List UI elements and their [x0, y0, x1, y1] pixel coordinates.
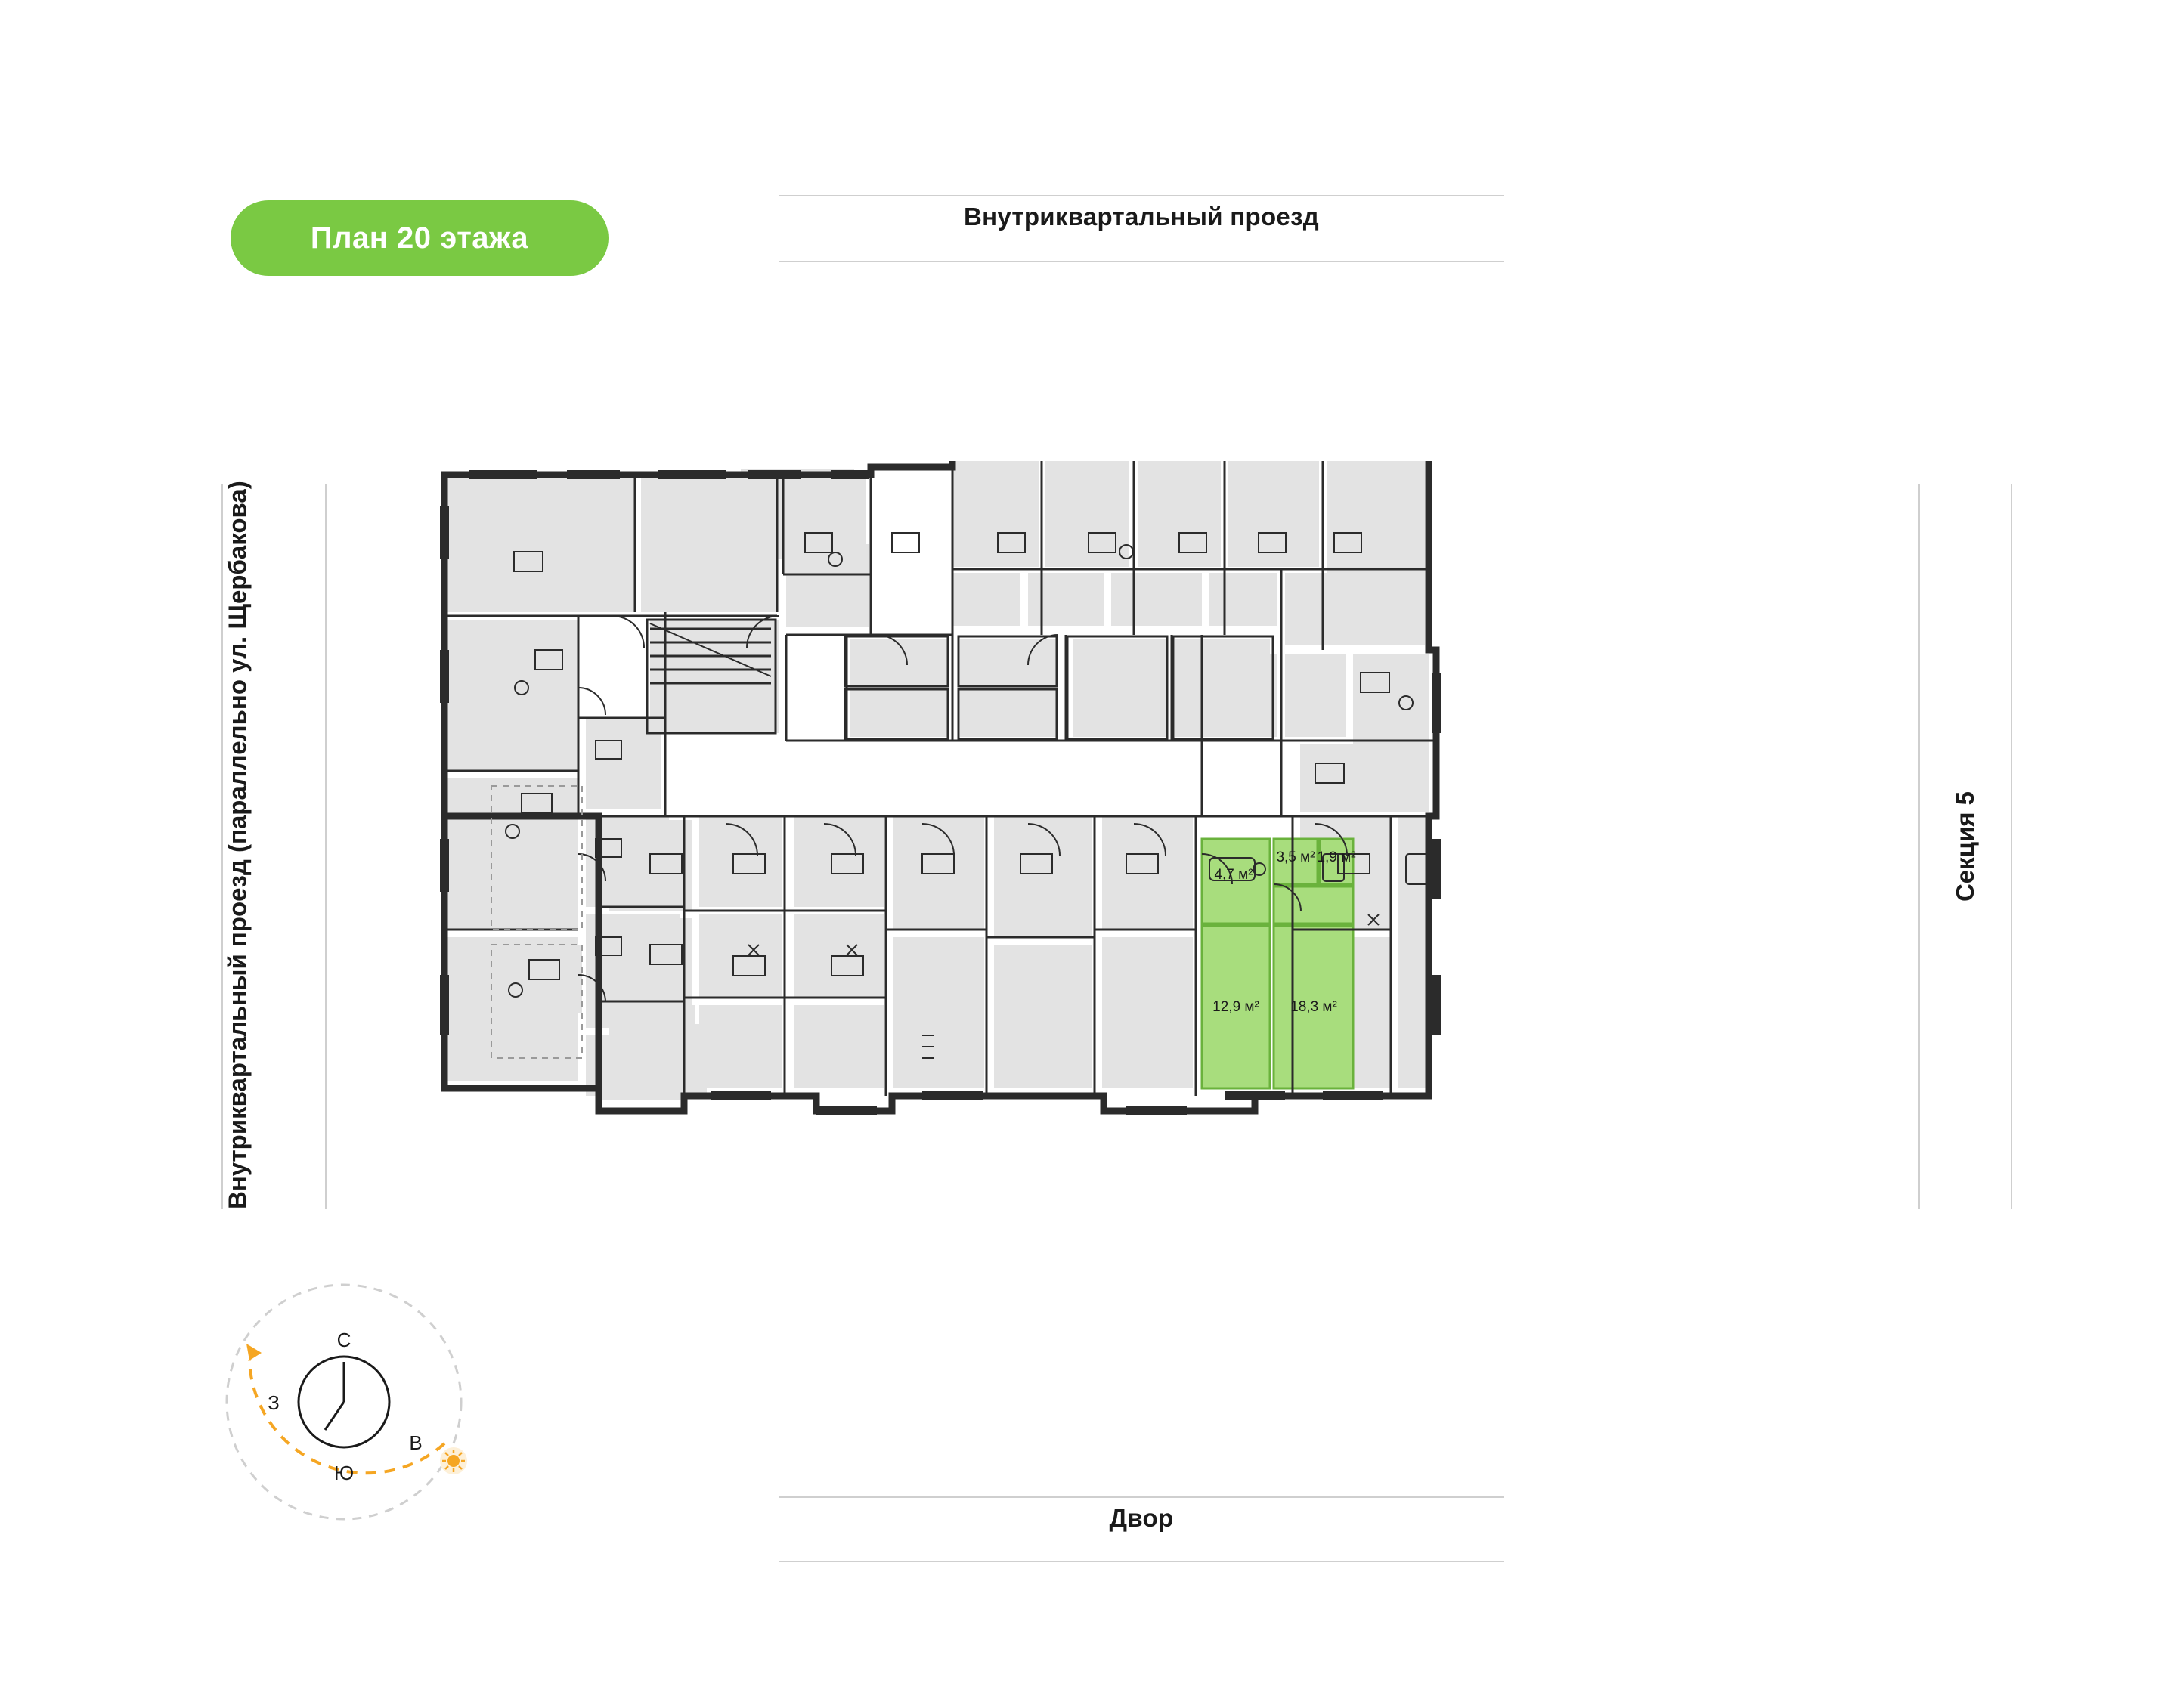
compass-south-label: Ю [333, 1462, 355, 1484]
compass-rose [204, 1270, 506, 1542]
left-caption: Внутриквартальный проезд (параллельно ул. Щербакова) [223, 481, 252, 1209]
bottom-caption: Двор [1109, 1504, 1174, 1532]
compass-west-label: З [268, 1391, 280, 1414]
floor-plan-drawing[interactable] [423, 461, 1784, 1262]
area-label-wc: 1,9 м² [1317, 849, 1356, 865]
top-caption-rule-lower [779, 261, 1504, 262]
left-caption-rule-inner [325, 484, 327, 1209]
right-caption-wrapper [1920, 484, 2011, 1209]
area-label-hall: 4,7 м² [1214, 867, 1253, 883]
top-caption: Внутриквартальный проезд [963, 203, 1320, 231]
right-caption-rule-outer [2011, 484, 2012, 1209]
section-label: Секция 5 [1951, 791, 1979, 902]
top-caption-rule-upper [779, 195, 1504, 196]
sun-icon [440, 1447, 467, 1474]
compass-north-label: С [336, 1329, 351, 1351]
area-label-bath: 3,5 м² [1276, 849, 1315, 865]
floor-plan-badge [231, 200, 609, 276]
bottom-caption-rule-lower [779, 1561, 1504, 1562]
bottom-caption-rule-upper [779, 1496, 1504, 1498]
area-label-kitchen: 12,9 м² [1212, 999, 1259, 1015]
left-caption-wrapper [193, 481, 283, 1209]
floor-plan-badge-label: План 20 этажа [310, 221, 529, 255]
compass-east-label: В [409, 1431, 423, 1454]
area-label-living: 18,3 м² [1290, 999, 1337, 1015]
